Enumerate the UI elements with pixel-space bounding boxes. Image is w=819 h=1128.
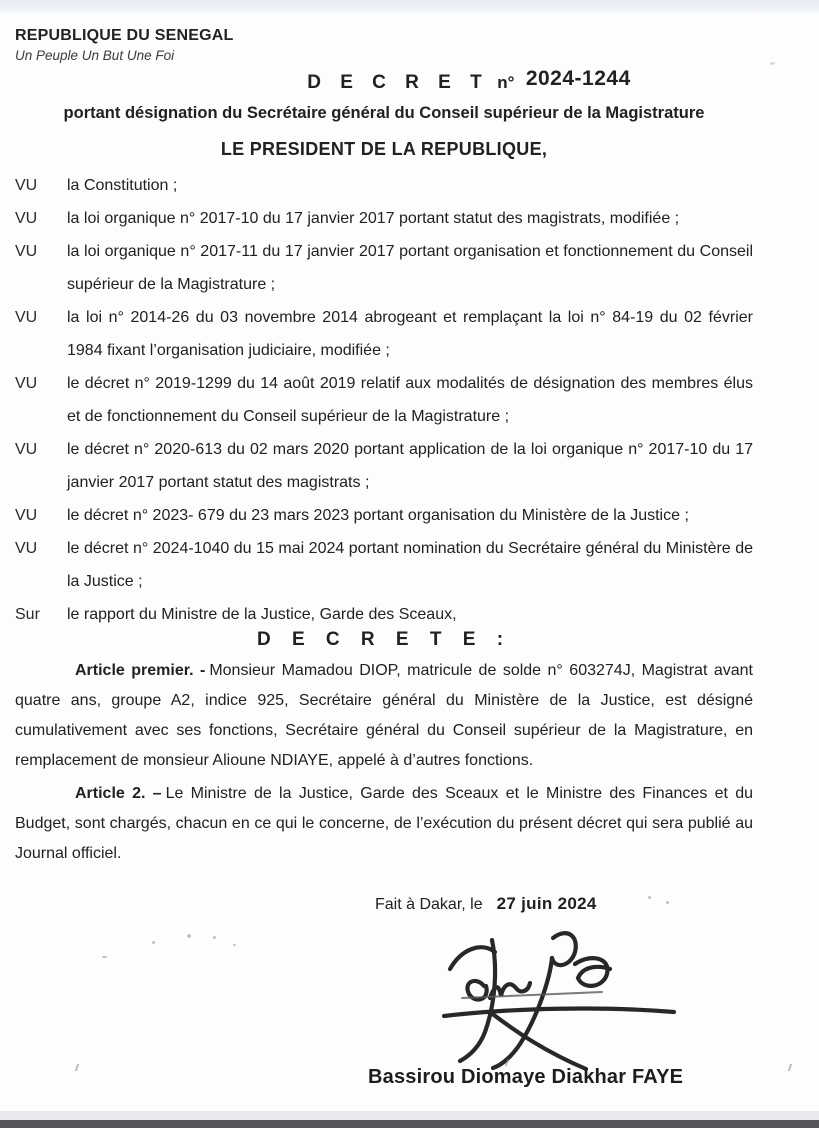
national-motto: Un Peuple Un But Une Foi <box>15 48 175 63</box>
visa-text: la loi organique n° 2017-10 du 17 janvier 2017 portant statut des magistrats, modifiée ; <box>67 210 680 227</box>
decree-title <box>100 69 819 97</box>
visa-label: VU <box>15 177 38 194</box>
visa-label: VU <box>15 441 38 458</box>
decree-subject: portant désignation du Secrétaire général du Conseil supérieur de la Magistrature <box>63 104 705 122</box>
visa-row <box>15 202 753 235</box>
scan-artifact <box>102 956 107 958</box>
article-1-text: Monsieur Mamadou DIOP, matricule de solde n° 603274J, Magistrat avant quatre ans, groupe A2, indice 925, Secrétaire général du Ministère de la Justice, est désigné cumulativement avec ses fonctions, Secrétaire général du Conseil supérieur de la Magistrature, en remplacement de monsieur Alioune NDIAYE, appelé à d’autres fonctions. <box>15 662 754 769</box>
article-2-text: Le Ministre de la Justice, Garde des Sceaux et le Ministre des Finances et du Budget, sont chargés, chacun en ce qui le concerne, de l’exécution du présent décret qui sera publié au Journal officiel. <box>15 785 754 862</box>
visa-label: VU <box>15 243 38 260</box>
visa-text: le rapport du Ministre de la Justice, Garde des Sceaux, <box>67 606 457 623</box>
visa-label: VU <box>15 309 38 326</box>
scan-artifact <box>666 901 669 904</box>
visa-row <box>15 433 753 499</box>
visa-row <box>15 301 753 367</box>
visa-text: le décret n° 2024-1040 du 15 mai 2024 portant nomination du Secrétaire général du Ministère de la Justice ; <box>67 540 753 590</box>
scan-artifact <box>770 62 775 65</box>
handwritten-signature-icon <box>432 924 687 1076</box>
scan-artifact <box>213 936 216 939</box>
scan-artifact <box>648 896 651 899</box>
scan-artifact <box>788 1064 792 1071</box>
visa-text: la loi organique n° 2017-11 du 17 janvier 2017 portant organisation et fonctionnement du Conseil supérieur de la Magistrature ; <box>67 243 753 293</box>
article-1 <box>15 656 753 776</box>
visa-text: le décret n° 2020-613 du 02 mars 2020 portant application de la loi organique n° 2017-10 du 17 janvier 2017 portant statut des magistrats ; <box>67 441 753 491</box>
visa-label: VU <box>15 375 38 392</box>
scan-artifact <box>152 941 155 944</box>
visa-text: la Constitution ; <box>67 177 178 194</box>
page-bottom-edge <box>0 1111 819 1120</box>
visa-row <box>15 235 753 301</box>
visa-text: la loi n° 2014-26 du 03 novembre 2014 abrogeant et remplaçant la loi n° 84-19 du 02 février 1984 fixant l’organisation judiciaire, modifiée ; <box>67 309 753 359</box>
article-2-label: Article 2. – <box>75 785 162 802</box>
visa-row <box>15 499 753 532</box>
visa-label: VU <box>15 210 38 227</box>
visa-text: le décret n° 2023- 679 du 23 mars 2023 portant organisation du Ministère de la Justice ; <box>67 507 689 524</box>
visa-label: VU <box>15 507 38 524</box>
visa-row <box>15 367 753 433</box>
scan-artifact <box>187 934 191 938</box>
decree-number: 2024-1244 <box>525 67 631 90</box>
visa-text: le décret n° 2019-1299 du 14 août 2019 relatif aux modalités de désignation des membres élus et de fonctionnement du Conseil supérieur de la Magistrature ; <box>67 375 753 425</box>
decrete-heading: D E C R E T E : <box>256 629 512 650</box>
republic-title: REPUBLIQUE DU SENEGAL <box>15 27 234 44</box>
decree-word: D E C R E T <box>307 72 489 93</box>
visa-row <box>15 169 753 202</box>
signatory-name: Bassirou Diomaye Diakhar FAYE <box>368 1066 684 1088</box>
president-heading: LE PRESIDENT DE LA REPUBLIQUE, <box>220 139 548 159</box>
decree-numero-label: n° <box>497 73 515 92</box>
place-date-label: Fait à Dakar, le <box>375 896 483 913</box>
place-date-line <box>375 887 753 921</box>
scan-artifact <box>75 1064 79 1071</box>
decree-date: 27 juin 2024 <box>496 894 597 913</box>
article-1-label: Article premier. - <box>75 662 206 679</box>
article-2 <box>15 779 753 869</box>
letterhead <box>15 26 753 64</box>
visa-label: VU <box>15 540 38 557</box>
scan-artifact <box>233 944 236 946</box>
visa-list <box>15 169 753 631</box>
visa-row <box>15 532 753 598</box>
visa-label: Sur <box>15 606 40 623</box>
viewer-bottom-bar <box>0 1120 819 1128</box>
